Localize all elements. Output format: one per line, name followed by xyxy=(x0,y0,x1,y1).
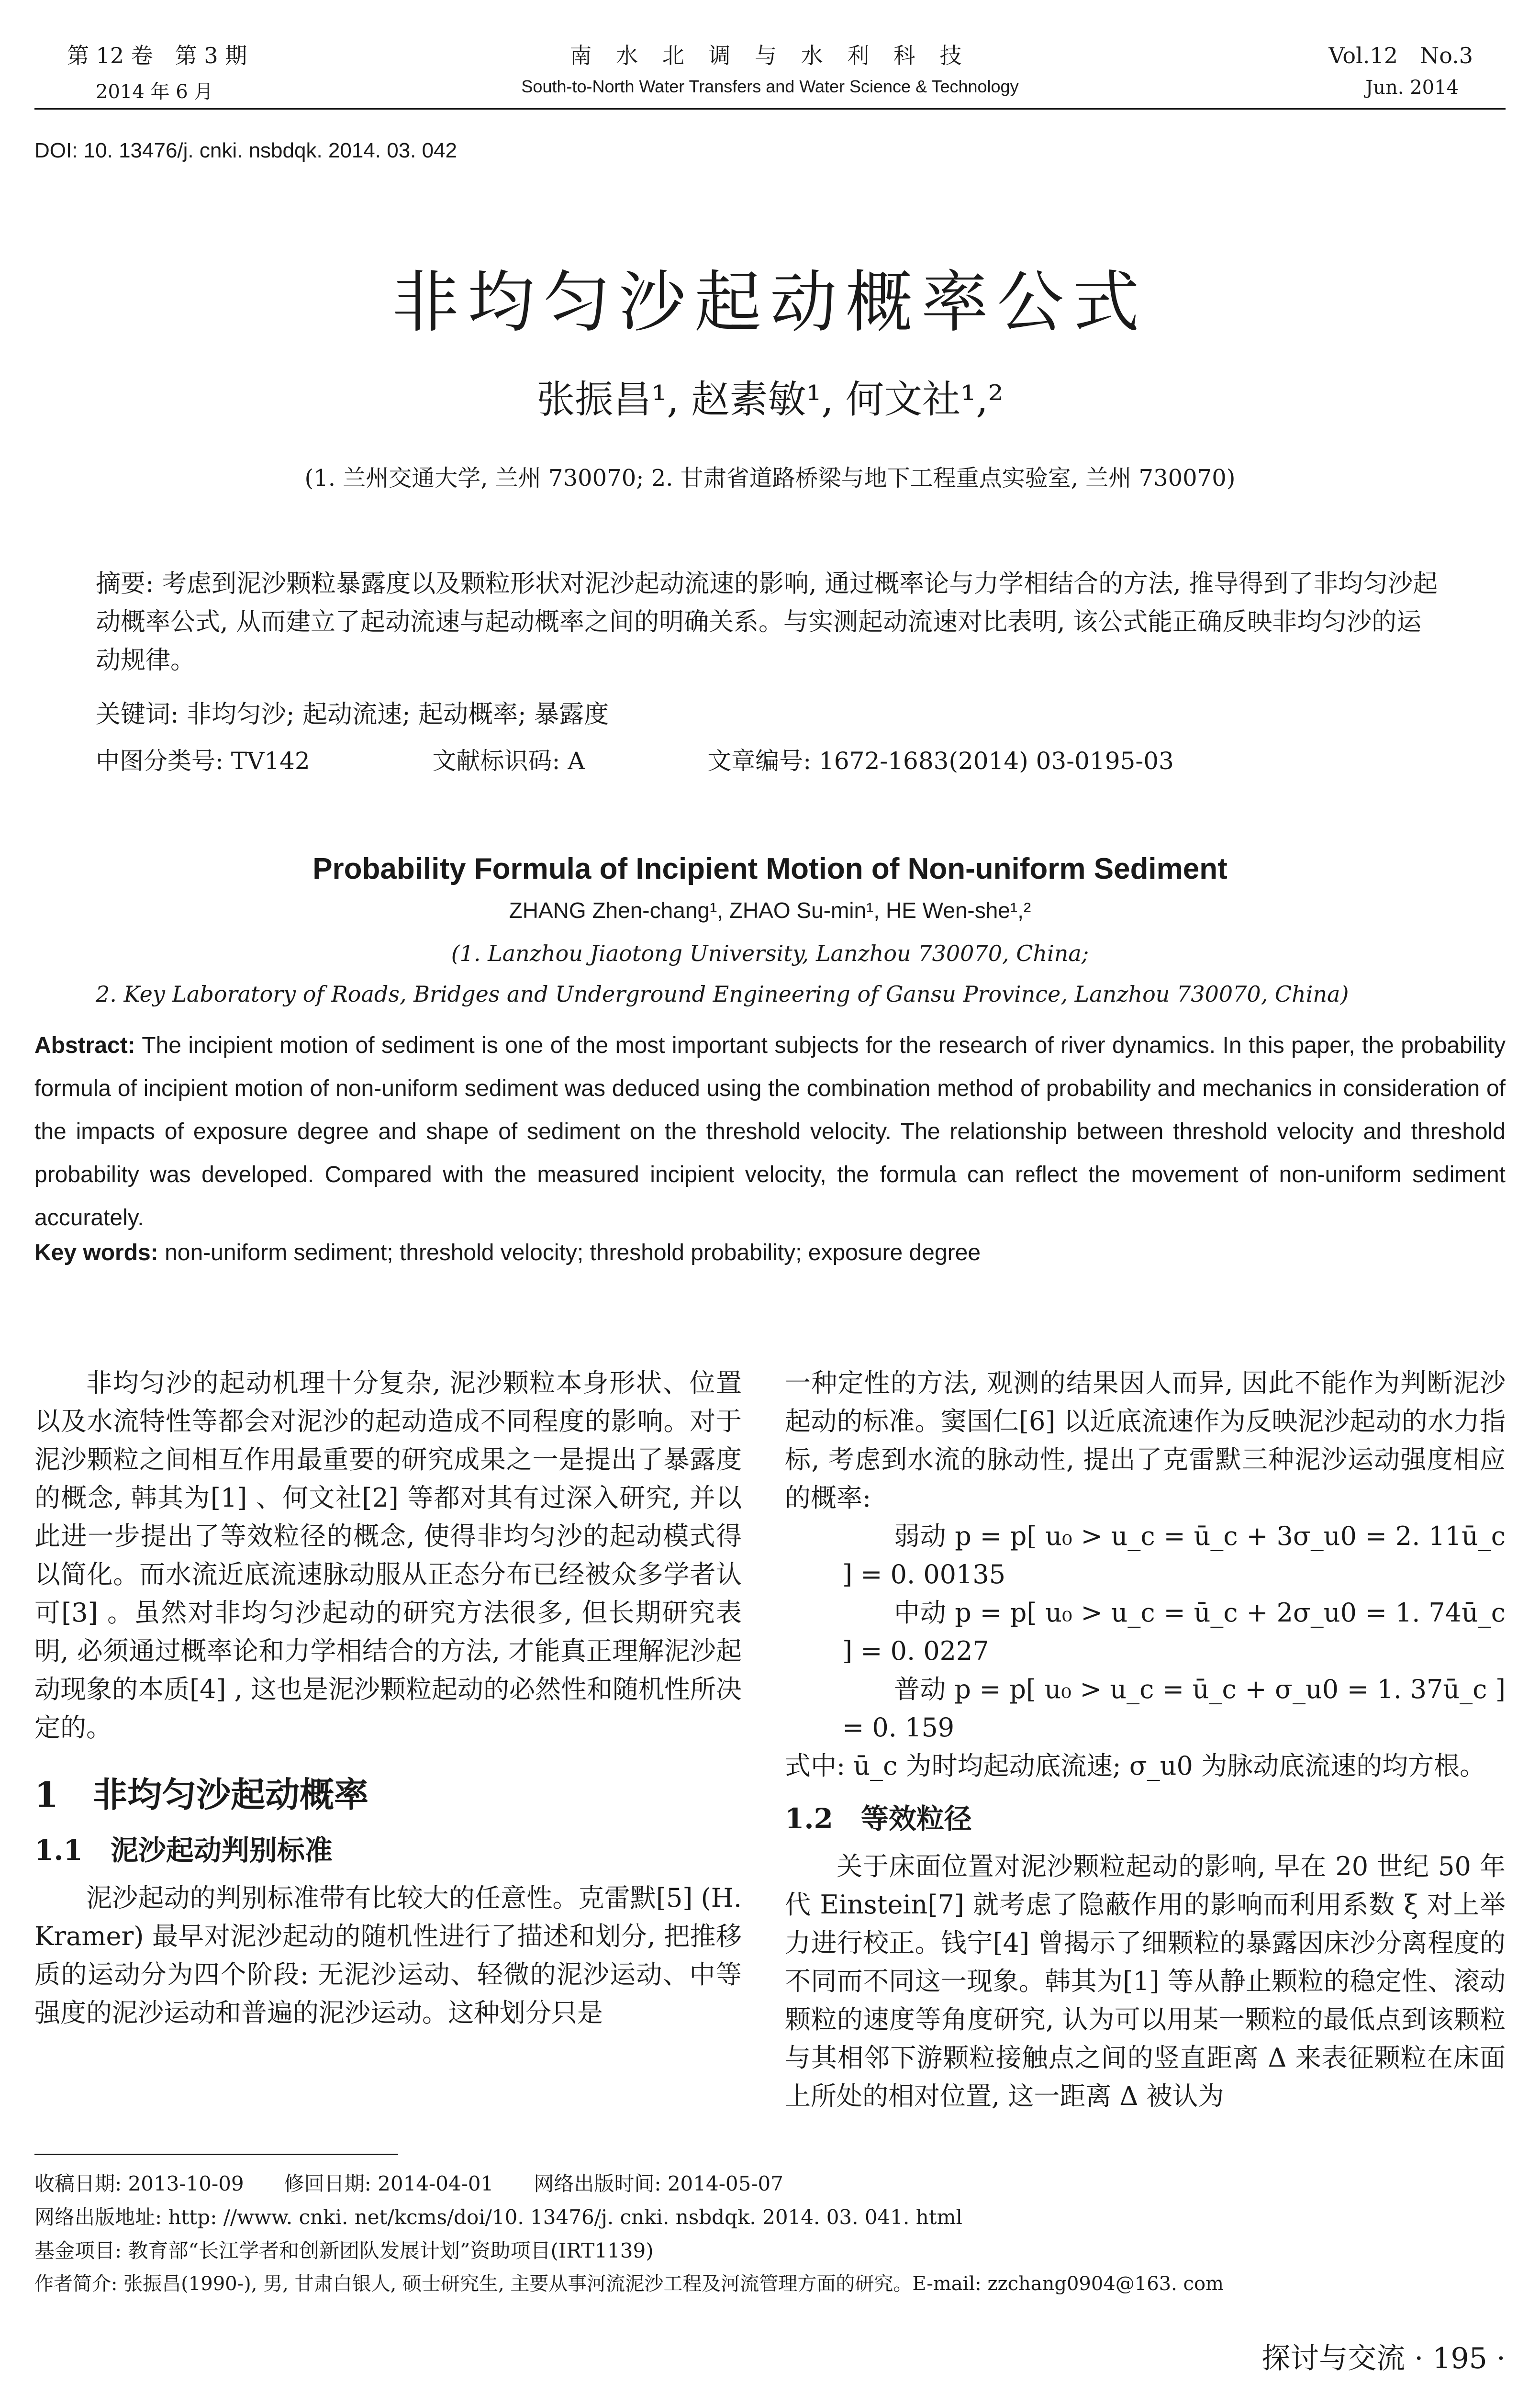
header-date-cn: 2014 年 6 月 xyxy=(96,81,213,103)
keywords-en-text: non-uniform sediment; threshold velocity; threshold probability; exposure degree xyxy=(165,1240,981,1265)
header-journal-en: South-to-North Water Transfers and Water Science & Technology xyxy=(521,77,1019,96)
doi[interactable]: DOI: 10. 13476/j. cnki. nsbdqk. 2014. 03. 042 xyxy=(34,139,458,162)
header-journal-cn: 南 水 北 调 与 水 利 科 技 xyxy=(569,43,971,68)
section-1-2-heading: 1.2 等效粒径 xyxy=(785,1802,972,1835)
abstract-cn: 摘要: 考虑到泥沙颗粒暴露度以及颗粒形状对泥沙起动流速的影响, 通过概率论与力学相结合的方法, 推导得到了非均匀沙起动概率公式, 从而建立了起动流速与起动概率之间的明确关系。与实测起动流速对比表明, 该公式能正确反映非均匀沙的运动规律。 xyxy=(96,570,1438,675)
title-en: Probability Formula of Incipient Motion of Non-uniform Sediment xyxy=(312,852,1228,885)
section-1-heading: 1 非均匀沙起动概率 xyxy=(34,1774,369,1815)
authors-cn: 张振昌¹, 赵素敏¹, 何文社¹,² xyxy=(536,377,1004,422)
header-vol-issue-en: Vol.12 No.3 xyxy=(1328,43,1473,68)
section-1-1-heading: 1.1 泥沙起动判别标准 xyxy=(34,1834,333,1867)
authors-en: ZHANG Zhen-chang¹, ZHAO Su-min¹, HE Wen-she¹,² xyxy=(509,898,1031,923)
page-footer xyxy=(1261,2336,1506,2377)
title-cn: 非均匀沙起动概率公式 xyxy=(391,264,1148,342)
affiliation-cn: (1. 兰州交通大学, 兰州 730070; 2. 甘肃省道路桥梁与地下工程重点实验室, 兰州 730070) xyxy=(304,465,1236,492)
affiliation-en-2: 2. Key Laboratory of Roads, Bridges and Underground Engineering of Gansu Province, Lanzhou 730070, China) xyxy=(96,981,1349,1007)
page-number: · 195 · xyxy=(1414,2342,1506,2375)
body-left-column xyxy=(34,1364,742,2032)
section-1-1-paragraph: 泥沙起动的判别标准带有比较大的任意性。克雷默[5] (H. Kramer) 最早对泥沙起动的随机性进行了描述和划分, 把推移质的运动分为四个阶段: 无泥沙运动、轻微的泥沙运动、中等强度的泥沙运动和普遍的泥沙运动。这种划分只是 xyxy=(34,1883,742,2028)
abstract-en-text: The incipient motion of sediment is one of the most important subjects for the research of river dynamics. In this paper, the probability formula of incipient motion of non-uniform sediment was deduced using the combination method of probability and mechanics in consideration of the impacts of exposure degree and shape of sediment on the threshold velocity. The relationship between threshold velocity and threshold probability was developed. Compared with the measured incipient velocity, the formula can reflect the movement of non-uniform sediment accurately. xyxy=(34,1033,1506,1230)
doc-code: 文献标识码: A xyxy=(432,747,585,775)
keywords-cn: 关键词: 非均匀沙; 起动流速; 起动概率; 暴露度 xyxy=(96,700,609,729)
footnote-fund: 基金项目: 教育部“长江学者和创新团队发展计划”资助项目(IRT1139) xyxy=(34,2239,654,2262)
footnote-rule xyxy=(34,2154,398,2155)
abstract-en xyxy=(34,1024,1506,1240)
footnote-author: 作者简介: 张振昌(1990-), 男, 甘肃白银人, 硕士研究生, 主要从事河流泥沙工程及河流管理方面的研究。E-mail: zzchang0904@163. com xyxy=(34,2273,1224,2295)
equation-weak: 弱动 p = p[ u₀ > u_c = ū_c + 3σ_u0 = 2. 11ū_c ] = 0. 00135 xyxy=(842,1521,1506,1589)
header-date-en: Jun. 2014 xyxy=(1365,77,1459,99)
intro-paragraph: 非均匀沙的起动机理十分复杂, 泥沙颗粒本身形状、位置以及水流特性等都会对泥沙的起动造成不同程度的影响。对于泥沙颗粒之间相互作用最重要的研究成果之一是提出了暴露度的概念, 韩其为[1] 、何文社[2] 等都对其有过深入研究, 并以此进一步提出了等效粒径的概念, 使得非均匀沙的起动模式得以简化。而水流近底流速脉动服从正态分布已经被众多学者认可[3] 。虽然对非均匀沙起动的研究方法很多, 但长期研究表明, 必须通过概率论和力学相结合的方法, 才能真正理解泥沙起动现象的本质[4] , 这也是泥沙颗粒起动的必然性和随机性所决定的。 xyxy=(34,1368,742,1743)
footer-section: 探讨与交流 xyxy=(1261,2342,1406,2375)
article-number: 文章编号: 1672-1683(2014) 03-0195-03 xyxy=(707,747,1174,775)
abstract-en-label: Abstract: xyxy=(34,1033,135,1058)
keywords-en xyxy=(34,1240,981,1266)
classification-line xyxy=(96,742,1289,776)
footnote-url[interactable]: 网络出版地址: http: //www. cnki. net/kcms/doi/10. 13476/j. cnki. nsbdqk. 2014. 03. 041. html xyxy=(34,2205,962,2229)
body-right-column xyxy=(785,1364,1506,2115)
keywords-en-label: Key words: xyxy=(34,1240,158,1265)
right-paragraph-1: 一种定性的方法, 观测的结果因人而异, 因此不能作为判断泥沙起动的标准。窦国仁[6] 以近底流速作为反映泥沙起动的水力指标, 考虑到水流的脉动性, 提出了克雷默三种泥沙运动强度相应的概率: xyxy=(785,1368,1506,1513)
affiliation-en-1: (1. Lanzhou Jiaotong University, Lanzhou 730070, China; xyxy=(451,940,1089,966)
equation-where: 式中: ū_c 为时均起动底流速; σ_u0 为脉动底流速的均方根。 xyxy=(785,1751,1486,1781)
equation-medium: 中动 p = p[ u₀ > u_c = ū_c + 2σ_u0 = 1. 74ū_c ] = 0. 0227 xyxy=(842,1598,1506,1666)
footnote-dates: 收稿日期: 2013-10-09 修回日期: 2014-04-01 网络出版时间: 2014-05-07 xyxy=(34,2172,783,2195)
clc-number: 中图分类号: TV142 xyxy=(96,747,310,775)
section-1-2-paragraph: 关于床面位置对泥沙颗粒起动的影响, 早在 20 世纪 50 年代 Einstein[7] 就考虑了隐蔽作用的影响而利用系数 ξ 对上举力进行校正。钱宁[4] 曾揭示了细颗粒的暴露因床沙分离程度的不同而不同这一现象。韩其为[1] 等从静止颗粒的稳定性、滚动颗粒的速度等角度研究, 认为可以用某一颗粒的最低点到该颗粒与其相邻下游颗粒接触点之间的竖直距离 Δ 来表征颗粒在床面上所处的相对位置, 这一距离 Δ 被认为 xyxy=(785,1851,1506,2111)
equation-general: 普动 p = p[ u₀ > u_c = ū_c + σ_u0 = 1. 37ū_c ] = 0. 159 xyxy=(842,1674,1506,1743)
header-vol-issue: 第 12 卷 第 3 期 xyxy=(67,43,247,68)
header-rule xyxy=(34,108,1506,110)
